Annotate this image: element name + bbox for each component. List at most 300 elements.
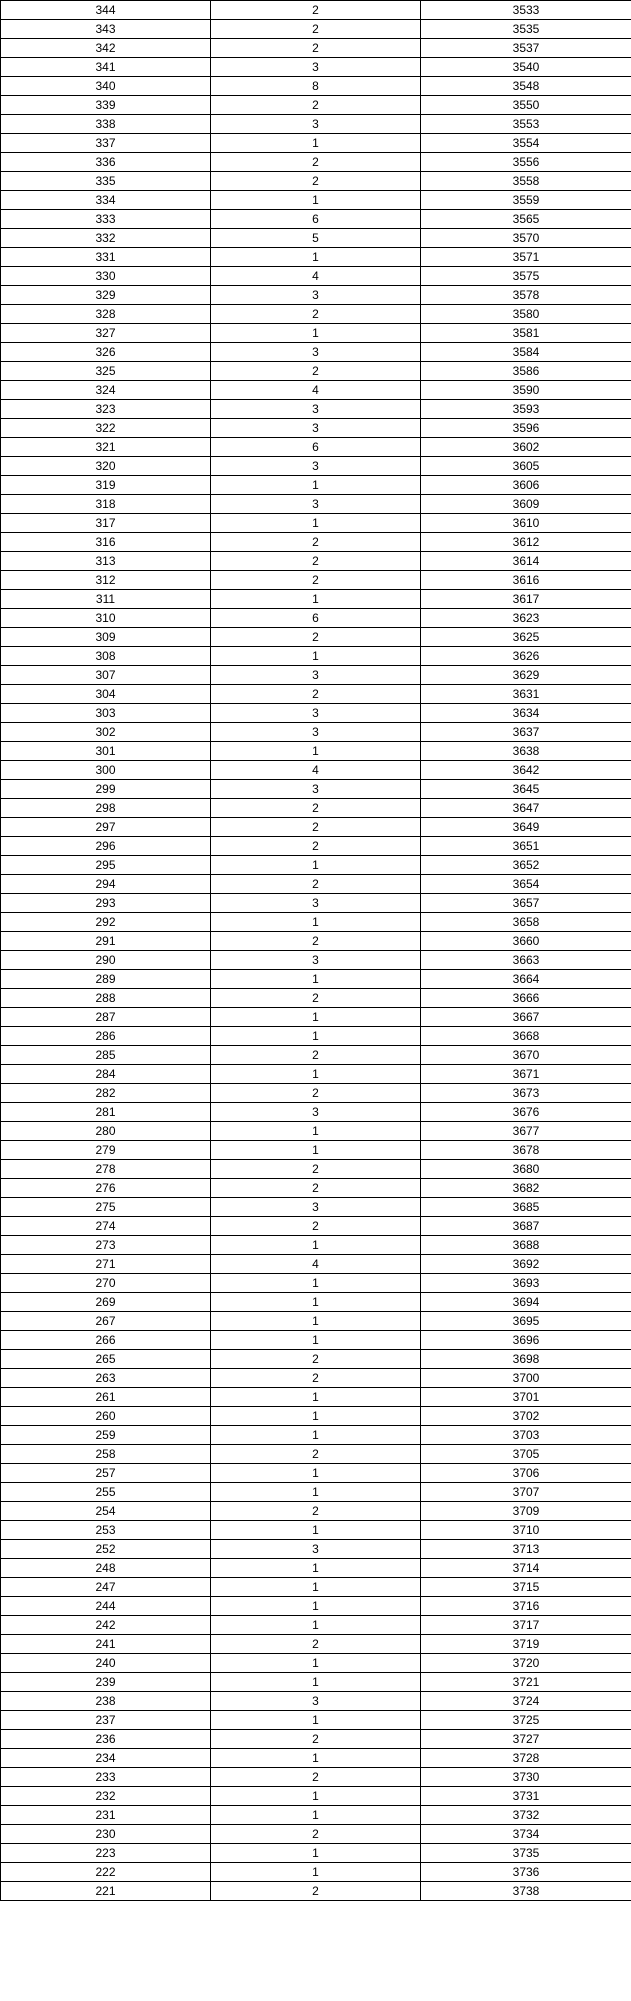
table-row bbox=[1, 1559, 631, 1578]
cell-col2: 1 bbox=[211, 191, 421, 210]
table-row bbox=[1, 1331, 631, 1350]
cell-col2: 3 bbox=[211, 780, 421, 799]
cell-col3: 3720 bbox=[421, 1654, 631, 1673]
cell-col2: 1 bbox=[211, 1141, 421, 1160]
cell-col2: 2 bbox=[211, 1502, 421, 1521]
cell-col3: 3666 bbox=[421, 989, 631, 1008]
cell-col2: 6 bbox=[211, 210, 421, 229]
cell-col2: 2 bbox=[211, 1730, 421, 1749]
cell-col3: 3714 bbox=[421, 1559, 631, 1578]
cell-col3: 3732 bbox=[421, 1806, 631, 1825]
cell-col3: 3593 bbox=[421, 400, 631, 419]
cell-col3: 3571 bbox=[421, 248, 631, 267]
cell-col2: 3 bbox=[211, 1103, 421, 1122]
cell-col2: 2 bbox=[211, 571, 421, 590]
cell-col3: 3631 bbox=[421, 685, 631, 704]
cell-col3: 3736 bbox=[421, 1863, 631, 1882]
cell-col3: 3649 bbox=[421, 818, 631, 837]
table-row bbox=[1, 324, 631, 343]
cell-col1: 287 bbox=[1, 1008, 211, 1027]
table-row bbox=[1, 647, 631, 666]
cell-col3: 3596 bbox=[421, 419, 631, 438]
cell-col3: 3696 bbox=[421, 1331, 631, 1350]
cell-col1: 326 bbox=[1, 343, 211, 362]
cell-col2: 1 bbox=[211, 1616, 421, 1635]
cell-col2: 2 bbox=[211, 1882, 421, 1901]
table-row bbox=[1, 1122, 631, 1141]
cell-col3: 3731 bbox=[421, 1787, 631, 1806]
table-row bbox=[1, 1483, 631, 1502]
cell-col3: 3673 bbox=[421, 1084, 631, 1103]
table-row bbox=[1, 39, 631, 58]
cell-col1: 316 bbox=[1, 533, 211, 552]
cell-col2: 3 bbox=[211, 286, 421, 305]
cell-col2: 1 bbox=[211, 1274, 421, 1293]
cell-col2: 2 bbox=[211, 685, 421, 704]
cell-col3: 3667 bbox=[421, 1008, 631, 1027]
cell-col1: 296 bbox=[1, 837, 211, 856]
table-row bbox=[1, 343, 631, 362]
cell-col2: 6 bbox=[211, 438, 421, 457]
table-row bbox=[1, 1768, 631, 1787]
cell-col3: 3647 bbox=[421, 799, 631, 818]
cell-col3: 3584 bbox=[421, 343, 631, 362]
cell-col2: 1 bbox=[211, 1464, 421, 1483]
cell-col1: 241 bbox=[1, 1635, 211, 1654]
cell-col1: 244 bbox=[1, 1597, 211, 1616]
table-row bbox=[1, 305, 631, 324]
cell-col3: 3606 bbox=[421, 476, 631, 495]
table-row bbox=[1, 780, 631, 799]
cell-col1: 329 bbox=[1, 286, 211, 305]
cell-col1: 344 bbox=[1, 1, 211, 20]
cell-col2: 2 bbox=[211, 153, 421, 172]
cell-col3: 3537 bbox=[421, 39, 631, 58]
cell-col1: 248 bbox=[1, 1559, 211, 1578]
cell-col3: 3570 bbox=[421, 229, 631, 248]
cell-col2: 5 bbox=[211, 229, 421, 248]
cell-col3: 3701 bbox=[421, 1388, 631, 1407]
cell-col2: 1 bbox=[211, 134, 421, 153]
table-row bbox=[1, 590, 631, 609]
cell-col1: 270 bbox=[1, 1274, 211, 1293]
cell-col2: 2 bbox=[211, 1160, 421, 1179]
cell-col2: 4 bbox=[211, 267, 421, 286]
table-row bbox=[1, 875, 631, 894]
cell-col1: 231 bbox=[1, 1806, 211, 1825]
table-row bbox=[1, 58, 631, 77]
cell-col2: 1 bbox=[211, 970, 421, 989]
cell-col3: 3610 bbox=[421, 514, 631, 533]
cell-col1: 282 bbox=[1, 1084, 211, 1103]
table-row bbox=[1, 229, 631, 248]
table-row bbox=[1, 514, 631, 533]
cell-col1: 312 bbox=[1, 571, 211, 590]
cell-col1: 331 bbox=[1, 248, 211, 267]
cell-col2: 1 bbox=[211, 647, 421, 666]
table-row bbox=[1, 1692, 631, 1711]
table-row bbox=[1, 419, 631, 438]
cell-col1: 232 bbox=[1, 1787, 211, 1806]
cell-col1: 221 bbox=[1, 1882, 211, 1901]
cell-col3: 3581 bbox=[421, 324, 631, 343]
cell-col3: 3533 bbox=[421, 1, 631, 20]
cell-col3: 3616 bbox=[421, 571, 631, 590]
table-row bbox=[1, 1787, 631, 1806]
cell-col2: 3 bbox=[211, 1692, 421, 1711]
table-row bbox=[1, 286, 631, 305]
cell-col3: 3548 bbox=[421, 77, 631, 96]
cell-col1: 342 bbox=[1, 39, 211, 58]
cell-col3: 3602 bbox=[421, 438, 631, 457]
cell-col3: 3695 bbox=[421, 1312, 631, 1331]
cell-col3: 3642 bbox=[421, 761, 631, 780]
cell-col2: 3 bbox=[211, 894, 421, 913]
cell-col3: 3638 bbox=[421, 742, 631, 761]
cell-col3: 3738 bbox=[421, 1882, 631, 1901]
cell-col1: 254 bbox=[1, 1502, 211, 1521]
table-row bbox=[1, 1597, 631, 1616]
table-row bbox=[1, 1027, 631, 1046]
cell-col3: 3703 bbox=[421, 1426, 631, 1445]
cell-col1: 285 bbox=[1, 1046, 211, 1065]
cell-col1: 223 bbox=[1, 1844, 211, 1863]
cell-col2: 2 bbox=[211, 1084, 421, 1103]
cell-col1: 324 bbox=[1, 381, 211, 400]
cell-col2: 3 bbox=[211, 723, 421, 742]
cell-col2: 2 bbox=[211, 932, 421, 951]
cell-col2: 1 bbox=[211, 1008, 421, 1027]
cell-col1: 307 bbox=[1, 666, 211, 685]
cell-col3: 3614 bbox=[421, 552, 631, 571]
table-row bbox=[1, 1806, 631, 1825]
cell-col3: 3558 bbox=[421, 172, 631, 191]
cell-col2: 3 bbox=[211, 419, 421, 438]
table-row bbox=[1, 742, 631, 761]
cell-col1: 263 bbox=[1, 1369, 211, 1388]
cell-col2: 3 bbox=[211, 115, 421, 134]
cell-col2: 1 bbox=[211, 1559, 421, 1578]
cell-col1: 269 bbox=[1, 1293, 211, 1312]
table-row bbox=[1, 1540, 631, 1559]
cell-col3: 3678 bbox=[421, 1141, 631, 1160]
cell-col1: 335 bbox=[1, 172, 211, 191]
cell-col3: 3730 bbox=[421, 1768, 631, 1787]
table-row bbox=[1, 1844, 631, 1863]
cell-col3: 3682 bbox=[421, 1179, 631, 1198]
table-row bbox=[1, 457, 631, 476]
table-row bbox=[1, 153, 631, 172]
cell-col1: 279 bbox=[1, 1141, 211, 1160]
cell-col3: 3586 bbox=[421, 362, 631, 381]
table-row bbox=[1, 1217, 631, 1236]
cell-col3: 3676 bbox=[421, 1103, 631, 1122]
cell-col2: 2 bbox=[211, 1768, 421, 1787]
cell-col1: 276 bbox=[1, 1179, 211, 1198]
cell-col1: 330 bbox=[1, 267, 211, 286]
cell-col1: 267 bbox=[1, 1312, 211, 1331]
cell-col3: 3709 bbox=[421, 1502, 631, 1521]
cell-col1: 318 bbox=[1, 495, 211, 514]
cell-col2: 2 bbox=[211, 1, 421, 20]
cell-col2: 2 bbox=[211, 628, 421, 647]
cell-col3: 3705 bbox=[421, 1445, 631, 1464]
cell-col2: 2 bbox=[211, 39, 421, 58]
table-row bbox=[1, 1730, 631, 1749]
cell-col1: 222 bbox=[1, 1863, 211, 1882]
table-row bbox=[1, 1160, 631, 1179]
cell-col1: 289 bbox=[1, 970, 211, 989]
cell-col3: 3553 bbox=[421, 115, 631, 134]
cell-col3: 3612 bbox=[421, 533, 631, 552]
table-row bbox=[1, 1350, 631, 1369]
cell-col3: 3556 bbox=[421, 153, 631, 172]
cell-col1: 298 bbox=[1, 799, 211, 818]
table-row bbox=[1, 1369, 631, 1388]
cell-col2: 2 bbox=[211, 989, 421, 1008]
cell-col2: 3 bbox=[211, 343, 421, 362]
cell-col2: 3 bbox=[211, 400, 421, 419]
cell-col3: 3716 bbox=[421, 1597, 631, 1616]
cell-col3: 3702 bbox=[421, 1407, 631, 1426]
table-row bbox=[1, 799, 631, 818]
cell-col2: 1 bbox=[211, 1388, 421, 1407]
cell-col2: 1 bbox=[211, 248, 421, 267]
cell-col3: 3715 bbox=[421, 1578, 631, 1597]
cell-col3: 3654 bbox=[421, 875, 631, 894]
cell-col1: 303 bbox=[1, 704, 211, 723]
table-row bbox=[1, 609, 631, 628]
cell-col3: 3565 bbox=[421, 210, 631, 229]
cell-col3: 3724 bbox=[421, 1692, 631, 1711]
table-row bbox=[1, 191, 631, 210]
cell-col2: 1 bbox=[211, 476, 421, 495]
cell-col1: 339 bbox=[1, 96, 211, 115]
cell-col3: 3625 bbox=[421, 628, 631, 647]
cell-col2: 3 bbox=[211, 58, 421, 77]
table-row bbox=[1, 134, 631, 153]
cell-col1: 334 bbox=[1, 191, 211, 210]
cell-col1: 319 bbox=[1, 476, 211, 495]
cell-col3: 3623 bbox=[421, 609, 631, 628]
cell-col2: 1 bbox=[211, 913, 421, 932]
table-row bbox=[1, 172, 631, 191]
cell-col1: 284 bbox=[1, 1065, 211, 1084]
cell-col2: 2 bbox=[211, 1046, 421, 1065]
cell-col2: 1 bbox=[211, 1293, 421, 1312]
cell-col3: 3652 bbox=[421, 856, 631, 875]
cell-col3: 3617 bbox=[421, 590, 631, 609]
table-row bbox=[1, 970, 631, 989]
cell-col2: 2 bbox=[211, 96, 421, 115]
cell-col3: 3713 bbox=[421, 1540, 631, 1559]
table-row bbox=[1, 1863, 631, 1882]
table-row bbox=[1, 1255, 631, 1274]
cell-col2: 1 bbox=[211, 1122, 421, 1141]
table-row bbox=[1, 818, 631, 837]
cell-col2: 4 bbox=[211, 761, 421, 780]
table-row bbox=[1, 1046, 631, 1065]
cell-col1: 309 bbox=[1, 628, 211, 647]
table-row bbox=[1, 666, 631, 685]
cell-col1: 242 bbox=[1, 1616, 211, 1635]
cell-col2: 2 bbox=[211, 1179, 421, 1198]
cell-col2: 4 bbox=[211, 1255, 421, 1274]
table-row bbox=[1, 96, 631, 115]
cell-col1: 338 bbox=[1, 115, 211, 134]
table-body bbox=[1, 1, 631, 1901]
cell-col1: 310 bbox=[1, 609, 211, 628]
cell-col3: 3637 bbox=[421, 723, 631, 742]
table-row bbox=[1, 1749, 631, 1768]
table-row bbox=[1, 267, 631, 286]
table-row bbox=[1, 1673, 631, 1692]
cell-col2: 1 bbox=[211, 1065, 421, 1084]
cell-col2: 1 bbox=[211, 1312, 421, 1331]
cell-col2: 3 bbox=[211, 666, 421, 685]
table-row bbox=[1, 723, 631, 742]
cell-col1: 255 bbox=[1, 1483, 211, 1502]
cell-col3: 3554 bbox=[421, 134, 631, 153]
cell-col2: 6 bbox=[211, 609, 421, 628]
cell-col1: 273 bbox=[1, 1236, 211, 1255]
cell-col1: 265 bbox=[1, 1350, 211, 1369]
table-row bbox=[1, 362, 631, 381]
cell-col2: 2 bbox=[211, 305, 421, 324]
cell-col2: 1 bbox=[211, 1027, 421, 1046]
cell-col2: 2 bbox=[211, 1825, 421, 1844]
cell-col1: 236 bbox=[1, 1730, 211, 1749]
cell-col2: 2 bbox=[211, 1217, 421, 1236]
cell-col3: 3717 bbox=[421, 1616, 631, 1635]
cell-col3: 3626 bbox=[421, 647, 631, 666]
cell-col3: 3685 bbox=[421, 1198, 631, 1217]
cell-col1: 271 bbox=[1, 1255, 211, 1274]
cell-col3: 3605 bbox=[421, 457, 631, 476]
table-row bbox=[1, 1312, 631, 1331]
table-row bbox=[1, 856, 631, 875]
table-row bbox=[1, 628, 631, 647]
cell-col2: 3 bbox=[211, 1540, 421, 1559]
cell-col3: 3727 bbox=[421, 1730, 631, 1749]
table-row bbox=[1, 115, 631, 134]
table-row bbox=[1, 1616, 631, 1635]
cell-col1: 257 bbox=[1, 1464, 211, 1483]
table-row bbox=[1, 1103, 631, 1122]
cell-col1: 308 bbox=[1, 647, 211, 666]
cell-col3: 3670 bbox=[421, 1046, 631, 1065]
cell-col2: 2 bbox=[211, 799, 421, 818]
cell-col3: 3550 bbox=[421, 96, 631, 115]
cell-col1: 288 bbox=[1, 989, 211, 1008]
cell-col2: 2 bbox=[211, 1635, 421, 1654]
cell-col1: 240 bbox=[1, 1654, 211, 1673]
cell-col2: 2 bbox=[211, 20, 421, 39]
cell-col1: 311 bbox=[1, 590, 211, 609]
cell-col1: 239 bbox=[1, 1673, 211, 1692]
cell-col1: 258 bbox=[1, 1445, 211, 1464]
cell-col3: 3693 bbox=[421, 1274, 631, 1293]
cell-col1: 286 bbox=[1, 1027, 211, 1046]
cell-col3: 3698 bbox=[421, 1350, 631, 1369]
cell-col3: 3657 bbox=[421, 894, 631, 913]
cell-col2: 2 bbox=[211, 837, 421, 856]
cell-col3: 3725 bbox=[421, 1711, 631, 1730]
cell-col2: 2 bbox=[211, 1445, 421, 1464]
cell-col1: 327 bbox=[1, 324, 211, 343]
cell-col3: 3680 bbox=[421, 1160, 631, 1179]
cell-col1: 336 bbox=[1, 153, 211, 172]
cell-col2: 2 bbox=[211, 1369, 421, 1388]
table-row bbox=[1, 1578, 631, 1597]
cell-col1: 321 bbox=[1, 438, 211, 457]
table-row bbox=[1, 837, 631, 856]
cell-col3: 3707 bbox=[421, 1483, 631, 1502]
cell-col2: 4 bbox=[211, 381, 421, 400]
cell-col1: 313 bbox=[1, 552, 211, 571]
table-row bbox=[1, 1198, 631, 1217]
table-row bbox=[1, 1236, 631, 1255]
table-row bbox=[1, 989, 631, 1008]
cell-col1: 337 bbox=[1, 134, 211, 153]
cell-col1: 238 bbox=[1, 1692, 211, 1711]
cell-col2: 1 bbox=[211, 1331, 421, 1350]
cell-col3: 3660 bbox=[421, 932, 631, 951]
cell-col1: 328 bbox=[1, 305, 211, 324]
cell-col2: 1 bbox=[211, 1749, 421, 1768]
cell-col1: 233 bbox=[1, 1768, 211, 1787]
cell-col3: 3706 bbox=[421, 1464, 631, 1483]
cell-col1: 237 bbox=[1, 1711, 211, 1730]
cell-col2: 1 bbox=[211, 742, 421, 761]
cell-col3: 3634 bbox=[421, 704, 631, 723]
cell-col1: 294 bbox=[1, 875, 211, 894]
cell-col1: 252 bbox=[1, 1540, 211, 1559]
cell-col3: 3677 bbox=[421, 1122, 631, 1141]
table-row bbox=[1, 1502, 631, 1521]
table-row bbox=[1, 1084, 631, 1103]
cell-col3: 3578 bbox=[421, 286, 631, 305]
cell-col1: 323 bbox=[1, 400, 211, 419]
cell-col3: 3590 bbox=[421, 381, 631, 400]
cell-col3: 3734 bbox=[421, 1825, 631, 1844]
table-row bbox=[1, 476, 631, 495]
cell-col3: 3540 bbox=[421, 58, 631, 77]
table-row bbox=[1, 20, 631, 39]
cell-col2: 3 bbox=[211, 951, 421, 970]
cell-col1: 340 bbox=[1, 77, 211, 96]
table-row bbox=[1, 761, 631, 780]
cell-col1: 293 bbox=[1, 894, 211, 913]
table-row bbox=[1, 913, 631, 932]
cell-col2: 1 bbox=[211, 1426, 421, 1445]
table-row bbox=[1, 1388, 631, 1407]
cell-col3: 3728 bbox=[421, 1749, 631, 1768]
table-row bbox=[1, 438, 631, 457]
cell-col1: 333 bbox=[1, 210, 211, 229]
cell-col2: 1 bbox=[211, 856, 421, 875]
cell-col2: 8 bbox=[211, 77, 421, 96]
cell-col1: 278 bbox=[1, 1160, 211, 1179]
cell-col2: 3 bbox=[211, 1198, 421, 1217]
table-row bbox=[1, 685, 631, 704]
cell-col1: 343 bbox=[1, 20, 211, 39]
cell-col3: 3645 bbox=[421, 780, 631, 799]
table-row bbox=[1, 1008, 631, 1027]
table-row bbox=[1, 495, 631, 514]
cell-col3: 3651 bbox=[421, 837, 631, 856]
cell-col2: 1 bbox=[211, 1236, 421, 1255]
